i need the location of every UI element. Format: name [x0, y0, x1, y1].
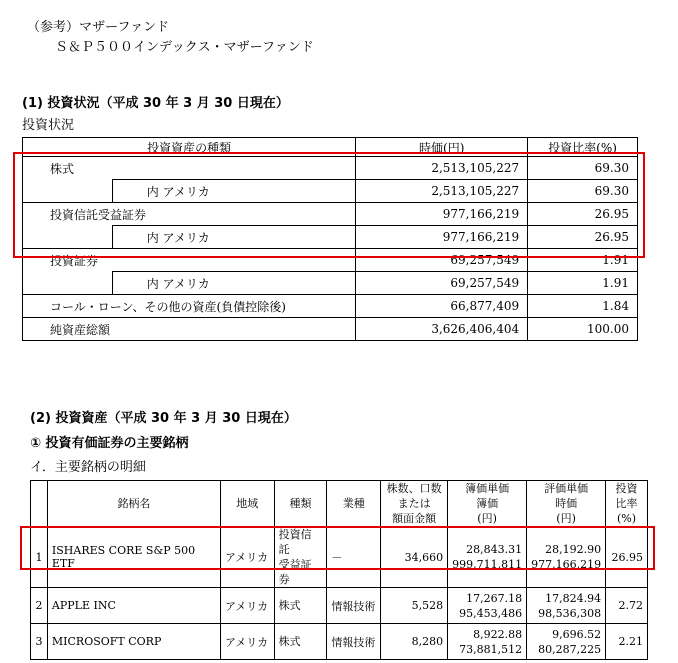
security-name: APPLE INC	[47, 588, 220, 624]
row-number: 2	[31, 588, 48, 624]
quantity: 8,280	[381, 624, 448, 660]
row-number: 1	[31, 527, 48, 588]
ratio-value: 26.95	[528, 226, 638, 249]
asset-label: コール・ローン、その他の資産(負債控除後)	[23, 295, 356, 318]
ratio-value: 1.84	[528, 295, 638, 318]
industry: －	[327, 527, 381, 588]
market-value: 69,257,549	[356, 249, 528, 272]
asset-label: 投資信託受益証券	[23, 203, 356, 226]
col-header-quantity: 株数、口数 または 額面金額	[381, 481, 448, 527]
highlight-box-section1	[13, 152, 645, 258]
ratio-value: 2.21	[606, 624, 648, 660]
col-header-ratio: 投資比率(%)	[528, 138, 638, 157]
quantity: 5,528	[381, 588, 448, 624]
col-header-region: 地域	[220, 481, 274, 527]
asset-label: 内 アメリカ	[112, 226, 356, 249]
col-header-industry: 業種	[327, 481, 381, 527]
table-row	[23, 272, 638, 295]
evaluation-value: 9,696.52 80,287,225	[527, 624, 606, 660]
region: アメリカ	[220, 624, 274, 660]
major-holdings-table	[30, 480, 648, 660]
doc-title-line2: Ｓ＆Ｐ５００インデックス・マザーファンド	[55, 40, 314, 55]
security-type: 投資信託 受益証券	[274, 527, 327, 588]
asset-label: 内 アメリカ	[112, 272, 356, 295]
table-row	[23, 295, 638, 318]
table-row	[31, 624, 648, 660]
market-value: 66,877,409	[356, 295, 528, 318]
col-header-asset-type: 投資資産の種類	[23, 138, 356, 157]
ratio-value: 1.91	[528, 272, 638, 295]
security-type: 株式	[274, 588, 327, 624]
table-row	[23, 318, 638, 341]
evaluation-value: 17,824.94 98,536,308	[527, 588, 606, 624]
ratio-value: 26.95	[528, 203, 638, 226]
table-row	[31, 588, 648, 624]
industry: 情報技術	[327, 624, 381, 660]
ratio-value: 26.95	[606, 527, 648, 588]
market-value: 2,513,105,227	[356, 180, 528, 203]
security-type: 株式	[274, 624, 327, 660]
ratio-value: 69.30	[528, 157, 638, 180]
col-header-type: 種類	[274, 481, 327, 527]
region: アメリカ	[220, 588, 274, 624]
book-value: 17,267.18 95,453,486	[448, 588, 527, 624]
book-value: 8,922.88 73,881,512	[448, 624, 527, 660]
section2-subtitle: ① 投資有価証券の主要銘柄	[30, 436, 189, 451]
row-number: 3	[31, 624, 48, 660]
evaluation-value: 28,192.90 977,166,219	[527, 527, 606, 588]
market-value: 977,166,219	[356, 226, 528, 249]
col-header-book-value: 簿価単価 簿価 (円)	[448, 481, 527, 527]
security-name: MICROSOFT CORP	[47, 624, 220, 660]
ratio-value: 100.00	[528, 318, 638, 341]
col-header-market-value: 時価(円)	[356, 138, 528, 157]
ratio-value: 1.91	[528, 249, 638, 272]
ratio-value: 69.30	[528, 180, 638, 203]
asset-label: 投資証券	[23, 249, 356, 272]
market-value: 69,257,549	[356, 272, 528, 295]
doc-title-line1: （参考）マザーファンド	[27, 20, 170, 35]
market-value: 3,626,406,404	[356, 318, 528, 341]
section2-subsubtitle: イ．主要銘柄の明細	[30, 460, 146, 475]
section1-subtitle: 投資状況	[22, 118, 75, 133]
industry: 情報技術	[327, 588, 381, 624]
col-header-ratio: 投資 比率 (%)	[606, 481, 648, 527]
highlight-box-section2	[20, 526, 655, 570]
quantity: 34,660	[381, 527, 448, 588]
ratio-value: 2.72	[606, 588, 648, 624]
col-header-name: 銘柄名	[47, 481, 220, 527]
market-value: 2,513,105,227	[356, 157, 528, 180]
section2-title: (2) 投資資産（平成 30 年 3 月 30 日現在）	[30, 411, 297, 426]
market-value: 977,166,219	[356, 203, 528, 226]
asset-label: 純資産総額	[23, 318, 356, 341]
book-value: 28,843.31 999,711,811	[448, 527, 527, 588]
asset-label: 内 アメリカ	[112, 180, 356, 203]
security-name: ISHARES CORE S&P 500 ETF	[47, 527, 220, 588]
region: アメリカ	[220, 527, 274, 588]
col-header-evaluation: 評価単価 時価 (円)	[527, 481, 606, 527]
asset-label: 株式	[23, 157, 356, 180]
section1-title: (1) 投資状況（平成 30 年 3 月 30 日現在）	[22, 96, 289, 111]
